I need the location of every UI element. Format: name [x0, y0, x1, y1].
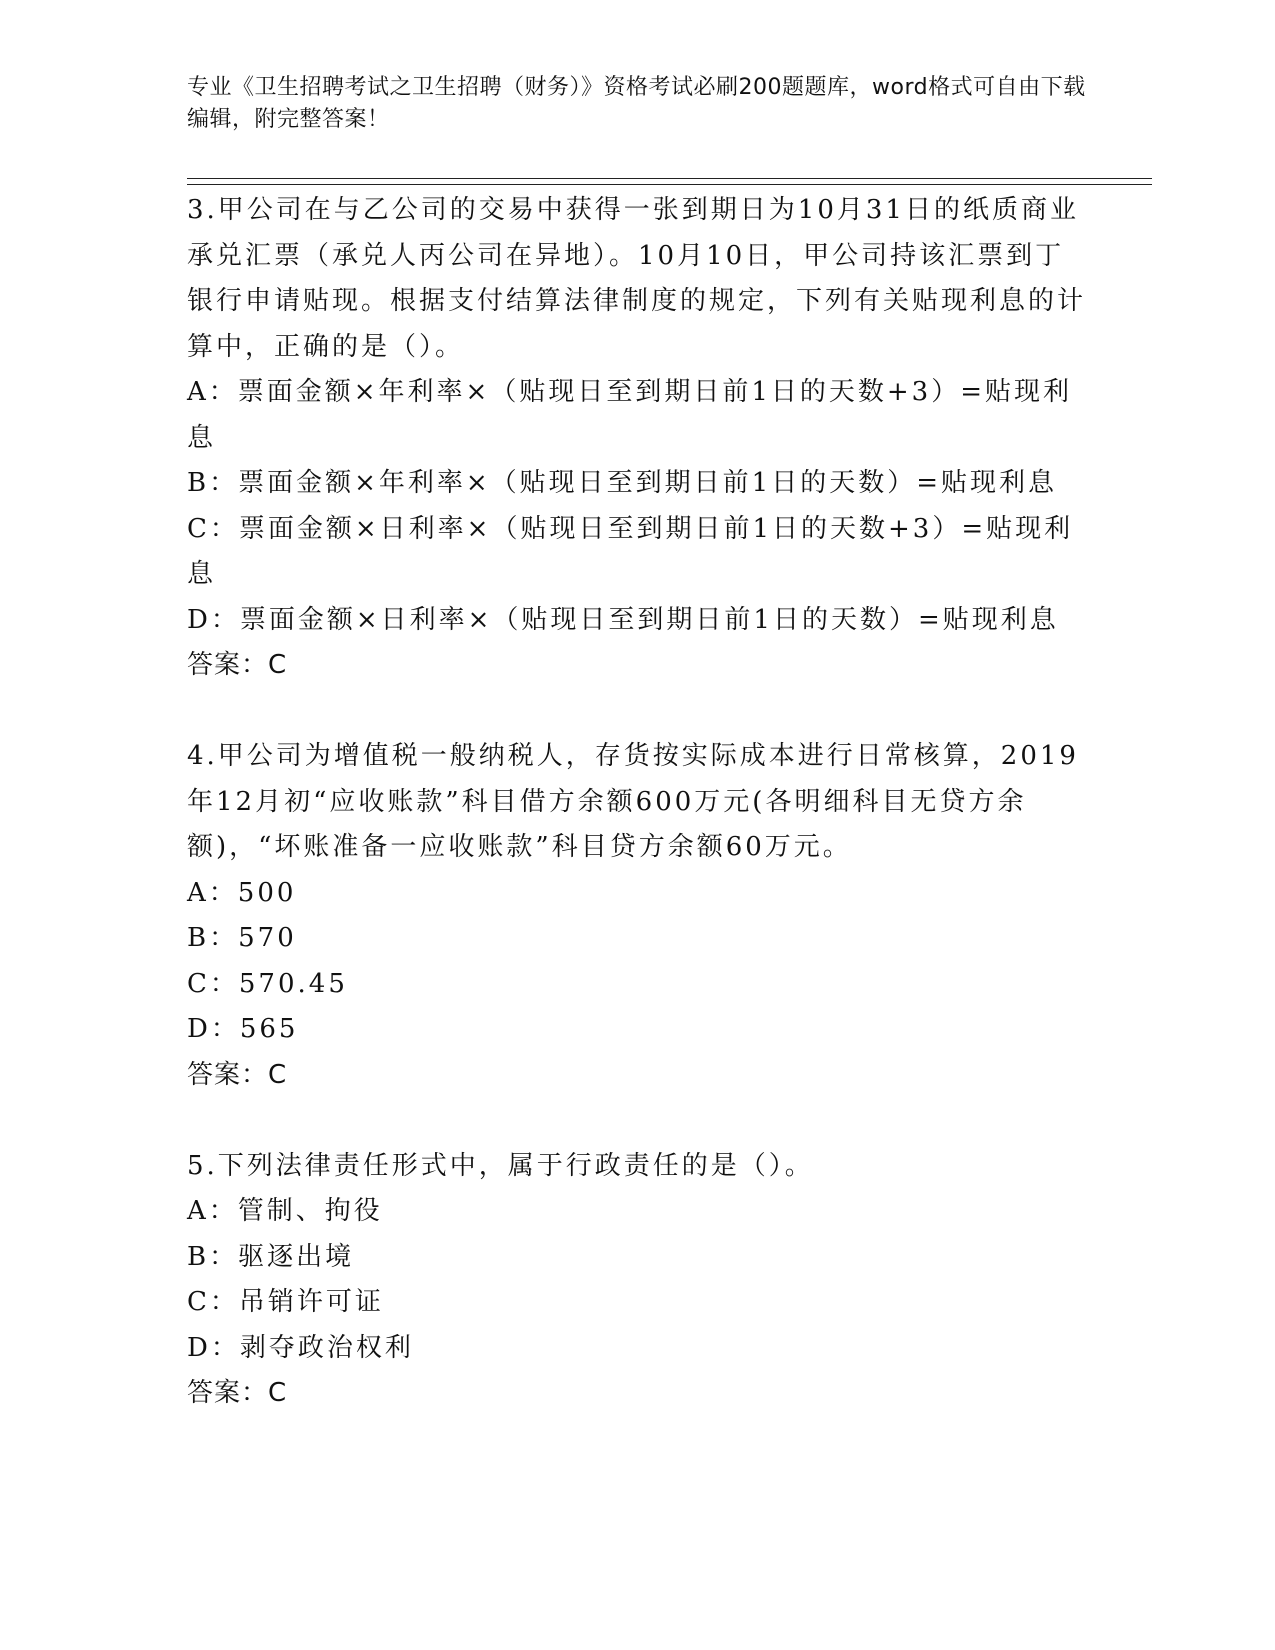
answer-line: 答案：C — [187, 650, 288, 680]
question-spacer — [187, 689, 1087, 735]
answer-line: 答案：C — [187, 1378, 288, 1408]
option-c: C：票面金额×日利率×（贴现日至到期日前1日的天数+3）=贴现利息 — [187, 513, 1074, 589]
header-text: 专业《卫生招聘考试之卫生招聘（财务）》资格考试必刷200题题库，word格式可自由下载编辑，附完整答案！ — [187, 75, 1086, 132]
question-list — [187, 188, 1087, 1417]
option-a: A：票面金额×年利率×（贴现日至到期日前1日的天数+3）=贴现利息 — [187, 377, 1073, 453]
question-5 — [187, 1144, 1087, 1417]
answer-line: 答案：C — [187, 1059, 288, 1090]
question-stem: 4.甲公司为增值税一般纳税人，存货按实际成本进行日常核算，2019年12月初“应收账款”科目借方余额600万元(各明细科目无贷方余额)，“坏账准备一应收账款”科目贷方余额60万元。 — [187, 741, 1079, 862]
header-divider-bottom — [187, 184, 1152, 185]
option-d: D：剥夺政治权利 — [187, 1332, 414, 1363]
header-divider-top — [187, 178, 1152, 179]
option-c: C：吊销许可证 — [187, 1287, 384, 1317]
question-spacer — [187, 1098, 1087, 1144]
document-header — [187, 72, 1087, 136]
question-3 — [187, 188, 1087, 689]
question-stem: 5.下列法律责任形式中，属于行政责任的是（）。 — [187, 1150, 814, 1181]
option-a: A：500 — [187, 877, 297, 908]
option-d: D：票面金额×日利率×（贴现日至到期日前1日的天数）=贴现利息 — [187, 604, 1059, 635]
option-b: B：570 — [187, 923, 297, 953]
option-b: B：驱逐出境 — [187, 1241, 355, 1272]
option-c: C：570.45 — [187, 968, 348, 999]
option-d: D：565 — [187, 1014, 299, 1044]
question-stem: 3.甲公司在与乙公司的交易中获得一张到期日为10月31日的纸质商业承兑汇票（承兑人丙公司在异地）。10月10日，甲公司持该汇票到丁银行申请贴现。根据支付结算法律制度的规定，下列有关贴现利息的计算中，正确的是（）。 — [187, 195, 1087, 362]
question-4 — [187, 734, 1087, 1098]
option-b: B：票面金额×年利率×（贴现日至到期日前1日的天数）=贴现利息 — [187, 468, 1058, 498]
option-a: A：管制、拘役 — [187, 1196, 383, 1226]
